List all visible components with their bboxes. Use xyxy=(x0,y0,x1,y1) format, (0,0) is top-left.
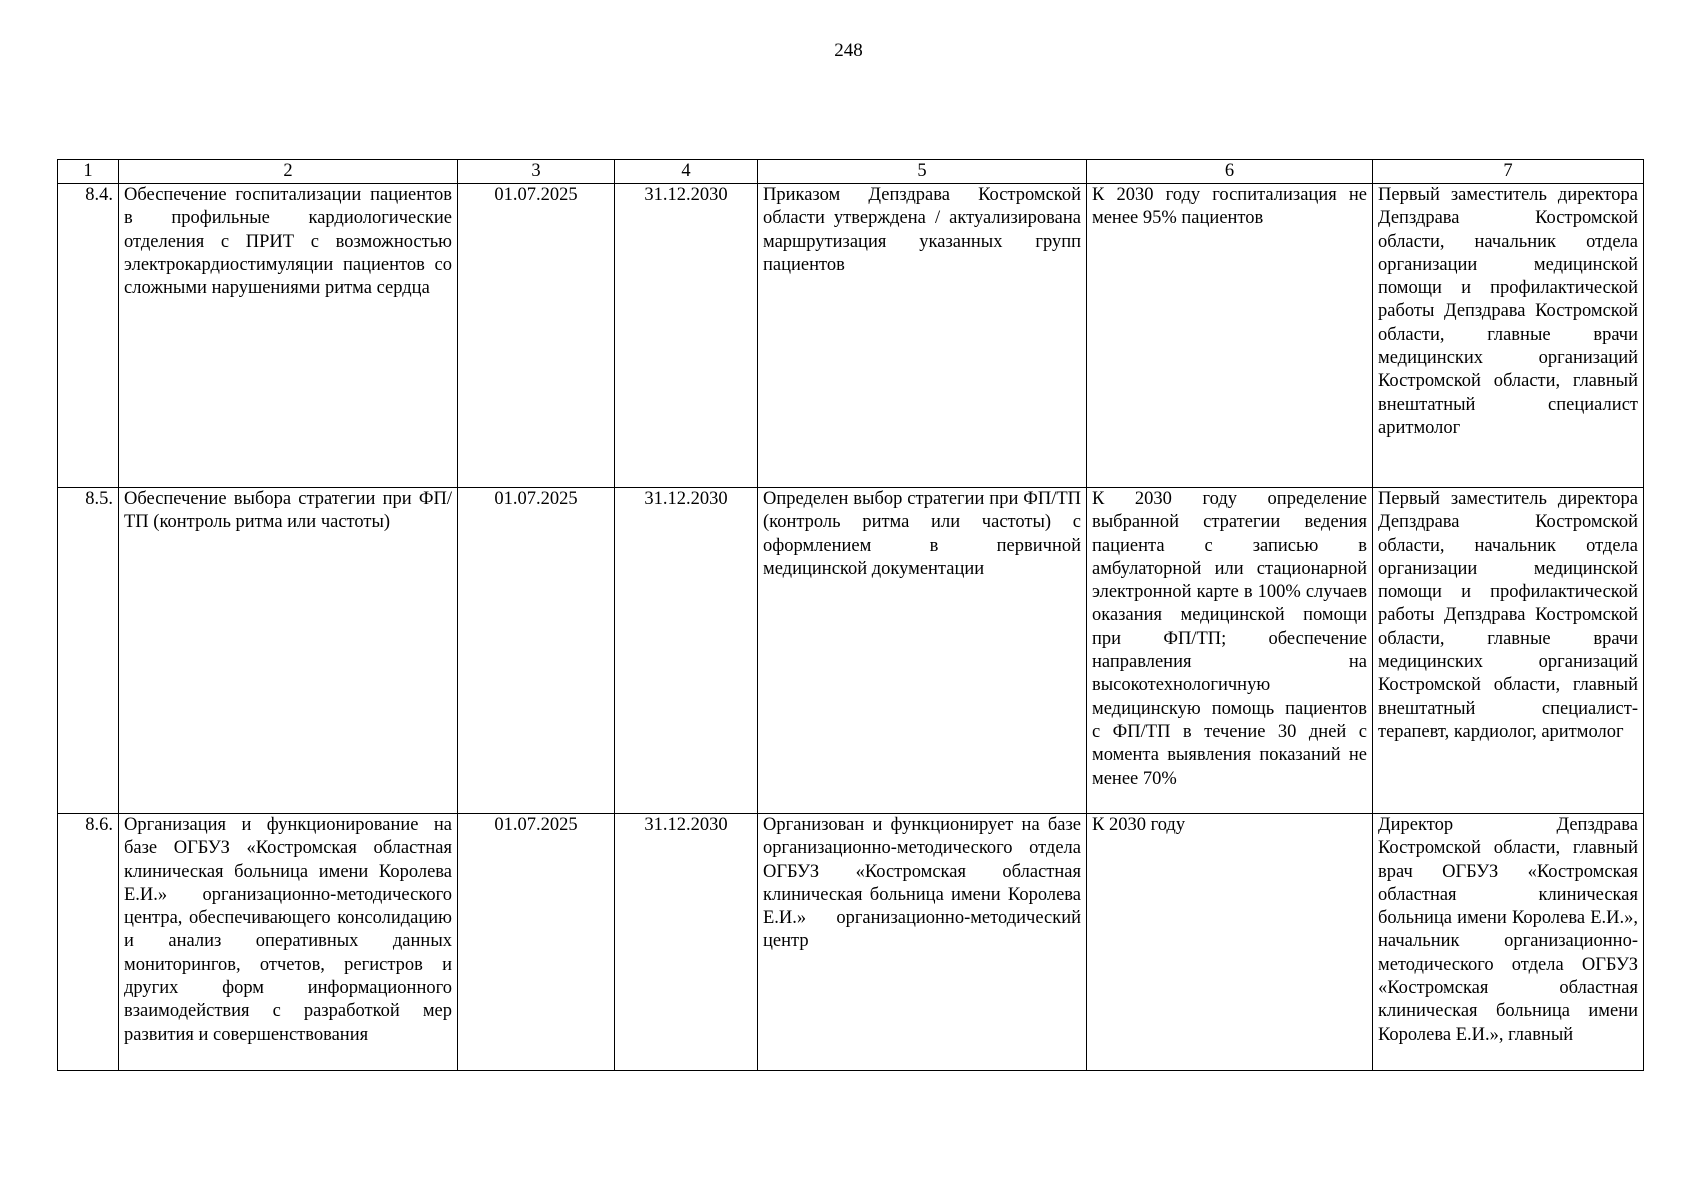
start-date-cell: 01.07.2025 xyxy=(458,488,615,814)
header-row xyxy=(58,160,1644,184)
table-row xyxy=(58,814,1644,1071)
activity-cell: Организация и функционирование на базе ОГБУЗ «Костромская областная клиническая больница имени Королева Е.И.» организационно-методического центра, обеспечивающего консолидацию и анализ оперативных данных мониторингов, отчетов, регистров и других форм информационного взаимодействия с разработкой мер развития и совершенствования xyxy=(119,814,458,1071)
end-date-cell: 31.12.2030 xyxy=(615,814,758,1071)
column-header: 6 xyxy=(1087,160,1373,184)
responsible-cell: Первый заместитель директора Депздрава Костромской области, начальник отдела организации медицинской помощи и профилактической работы Депздрава Костромской области, главные врачи медицинских организаций Костромской области, главный внештатный специалист-терапевт, кардиолог, аритмолог xyxy=(1373,488,1644,814)
measures-table xyxy=(57,159,1644,1071)
table-header xyxy=(58,160,1644,184)
column-header: 5 xyxy=(758,160,1087,184)
indicator-cell: К 2030 году xyxy=(1087,814,1373,1071)
start-date-cell: 01.07.2025 xyxy=(458,184,615,488)
activity-cell: Обеспечение выбора стратегии при ФП/ТП (контроль ритма или частоты) xyxy=(119,488,458,814)
start-date-cell: 01.07.2025 xyxy=(458,814,615,1071)
result-cell: Приказом Депздрава Костромской области утверждена / актуализирована маршрутизация указанных групп пациентов xyxy=(758,184,1087,488)
column-header: 4 xyxy=(615,160,758,184)
column-header: 7 xyxy=(1373,160,1644,184)
table-row xyxy=(58,184,1644,488)
activity-cell: Обеспечение госпитализации пациентов в профильные кардиологические отделения с ПРИТ с возможностью электрокардиостимуляции пациентов со сложными нарушениями ритма сердца xyxy=(119,184,458,488)
result-cell: Организован и функционирует на базе организационно-методического отдела ОГБУЗ «Костромская областная клиническая больница имени Королева Е.И.» организационно-методический центр xyxy=(758,814,1087,1071)
end-date-cell: 31.12.2030 xyxy=(615,184,758,488)
row-number: 8.4. xyxy=(58,184,119,488)
column-header: 1 xyxy=(58,160,119,184)
result-cell: Определен выбор стратегии при ФП/ТП (контроль ритма или частоты) с оформлением в первичной медицинской документации xyxy=(758,488,1087,814)
column-header: 2 xyxy=(119,160,458,184)
row-number: 8.6. xyxy=(58,814,119,1071)
indicator-cell: К 2030 году определение выбранной стратегии ведения пациента с записью в амбулаторной или стационарной электронной карте в 100% случаев оказания медицинской помощи при ФП/ТП; обеспечение направления на высокотехнологичную медицинскую помощь пациентов с ФП/ТП в течение 30 дней с момента выявления показаний не менее 70% xyxy=(1087,488,1373,814)
indicator-cell: К 2030 году госпитализация не менее 95% пациентов xyxy=(1087,184,1373,488)
table-row xyxy=(58,488,1644,814)
end-date-cell: 31.12.2030 xyxy=(615,488,758,814)
responsible-cell: Директор Депздрава Костромской области, главный врач ОГБУЗ «Костромская областная клиническая больница имени Королева Е.И.», начальник организационно-методического отдела ОГБУЗ «Костромская областная клиническая больница имени Королева Е.И.», главный xyxy=(1373,814,1644,1071)
column-header: 3 xyxy=(458,160,615,184)
page-number: 248 xyxy=(834,40,863,61)
responsible-cell: Первый заместитель директора Депздрава Костромской области, начальник отдела организации медицинской помощи и профилактической работы Депздрава Костромской области, главные врачи медицинских организаций Костромской области, главный внештатный специалист аритмолог xyxy=(1373,184,1644,488)
row-number: 8.5. xyxy=(58,488,119,814)
